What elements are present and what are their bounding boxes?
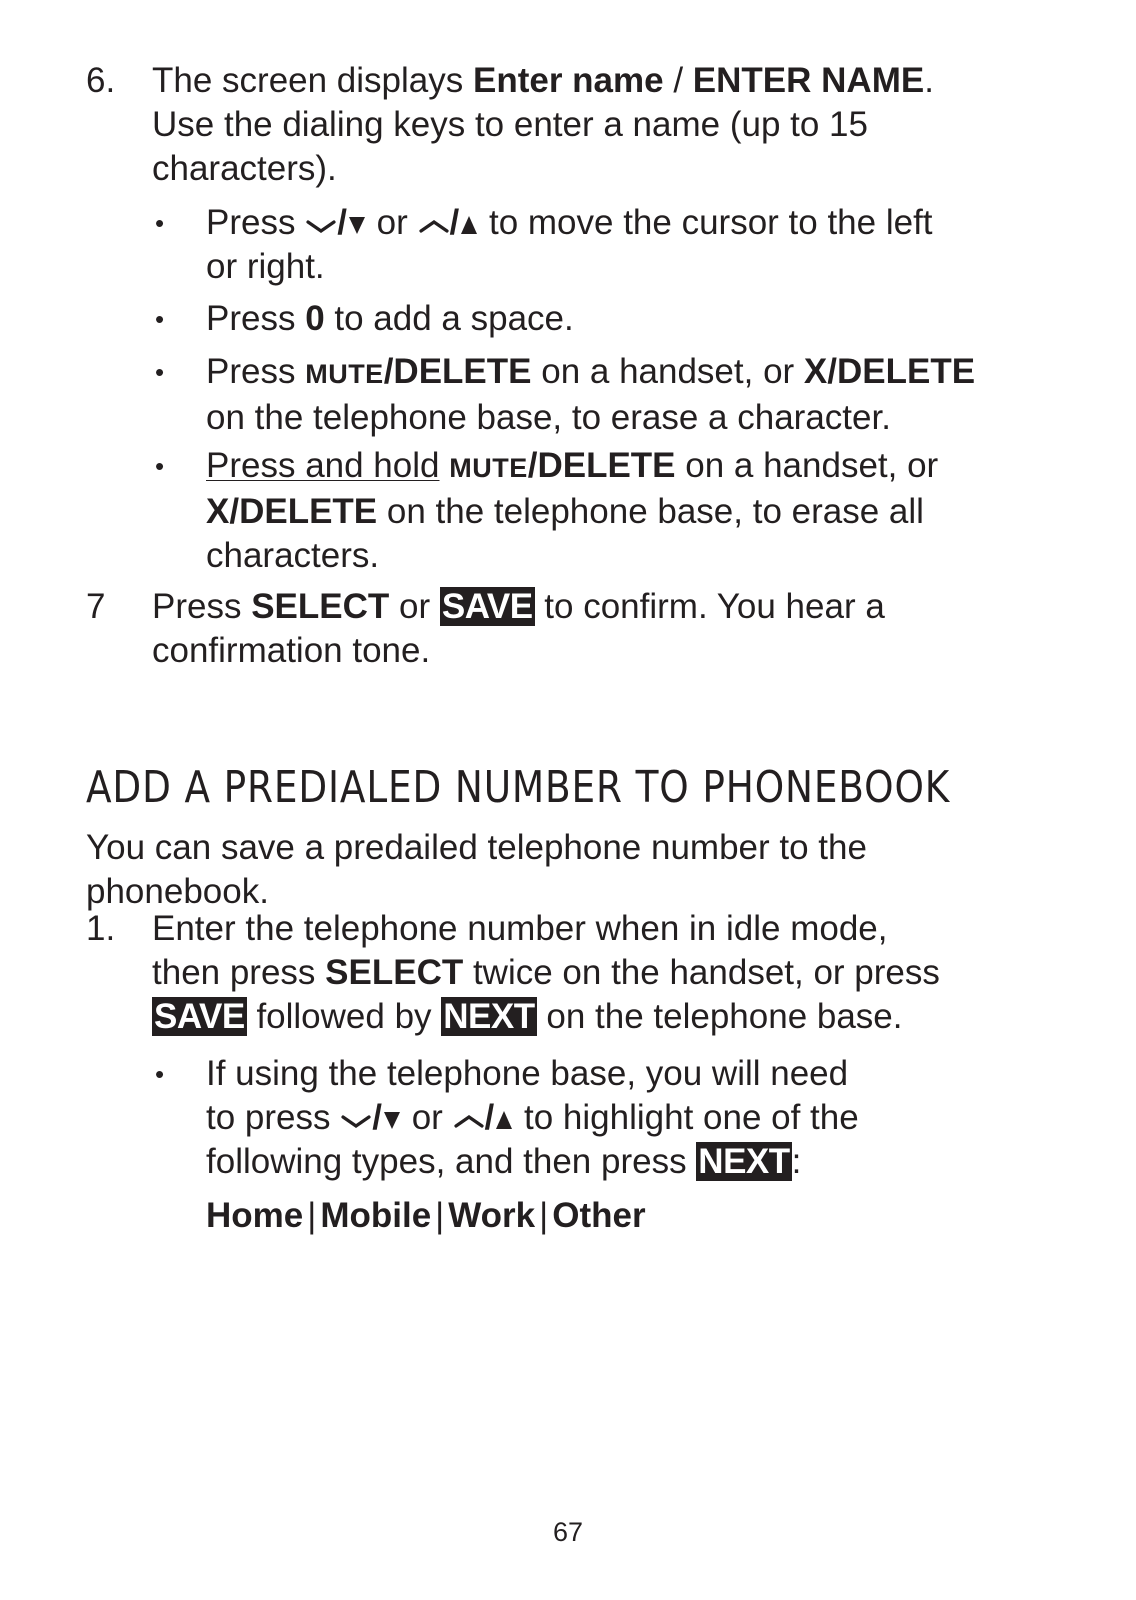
bullet-cursor-move-line-2: or right. [206, 247, 325, 286]
followed-by-text: followed by [246, 997, 442, 1036]
type-separator: | [435, 1196, 445, 1235]
triangle-down-icon [382, 1109, 402, 1131]
press-and-hold-text: Press and hold [206, 446, 440, 485]
bullet-highlight-type-line-1: If using the telephone base, you will need [206, 1054, 849, 1093]
select-key-label: SELECT [251, 587, 390, 626]
chevron-down-icon [340, 1109, 372, 1131]
type-work: Work [448, 1196, 536, 1235]
chevron-up-icon [418, 214, 450, 236]
period: . [924, 61, 934, 100]
bullet-erase-all [206, 444, 938, 578]
bullet-highlight-type-line-2 [206, 1096, 859, 1140]
mute-key-label: MUTE [449, 453, 528, 483]
press-text: Press [152, 587, 252, 626]
bullet-erase-all-post: on the telephone base, to erase all [377, 492, 924, 531]
bullet-dot: • [155, 208, 165, 238]
bullet-add-space [206, 297, 574, 341]
or-text: or [366, 203, 418, 242]
type-separator: | [307, 1196, 317, 1235]
enter-name-caps-label: ENTER NAME [692, 61, 925, 100]
step-7-post: to confirm. You hear a [534, 587, 885, 626]
chevron-up-icon [453, 1109, 485, 1131]
step-1-line-2 [152, 951, 940, 995]
bullet-dot: • [155, 1059, 165, 1089]
select-key-label: SELECT [325, 953, 464, 992]
step-6-line-2: Use the dialing keys to enter a name (up to 15 [152, 105, 868, 144]
bullet-highlight-type [206, 1052, 859, 1184]
x-delete-key-label: X/DELETE [206, 492, 378, 531]
bullet-dot: • [155, 304, 165, 334]
step-1-text [152, 907, 940, 1039]
bullet-highlight-type-line-3-pre: following types, and then press [206, 1142, 697, 1181]
step-6-text [152, 59, 934, 191]
type-other: Other [552, 1196, 646, 1235]
step-6-line-3: characters). [152, 149, 337, 188]
step-7-line-1 [152, 585, 885, 629]
triangle-down-icon [347, 214, 367, 236]
step-1-line-1: Enter the telephone number when in idle mode, [152, 909, 888, 948]
slash: / [337, 203, 347, 242]
step-1-line-2-pre: then press [152, 953, 326, 992]
bullet-dot: • [155, 451, 165, 481]
type-home: Home [206, 1196, 304, 1235]
next-softkey-label: NEXT [443, 997, 535, 1036]
page-number: 67 [552, 1517, 584, 1547]
delete-key-label: /DELETE [527, 446, 676, 485]
step-7-line-2: confirmation tone. [152, 631, 431, 670]
section-intro-line-2: phonebook. [86, 872, 269, 911]
bullet-erase-all-line-2 [206, 490, 938, 534]
slash: / [449, 203, 460, 242]
bullet-cursor-move-line-1 [206, 201, 933, 245]
bullet-add-space-line [206, 297, 574, 341]
bullet-erase-character-mid: on a handset, or [531, 352, 804, 391]
step-1-line-3-post: on the telephone base. [536, 997, 903, 1036]
press-text: Press [206, 352, 306, 391]
step-7-number: 7 [86, 587, 106, 626]
bullet-add-space-post: to add a space. [324, 299, 574, 338]
bullet-cursor-move [206, 201, 933, 289]
press-text: Press [206, 299, 306, 338]
bullet-erase-character-line-1 [206, 350, 975, 396]
bullet-erase-character-line-2: on the telephone base, to erase a character. [206, 398, 891, 437]
phone-type-line [206, 1194, 646, 1238]
type-mobile: Mobile [320, 1196, 432, 1235]
type-separator: | [539, 1196, 549, 1235]
to-press-text: to press [206, 1098, 341, 1137]
press-text: Press [206, 203, 306, 242]
x-delete-key-label: X/DELETE [803, 352, 976, 391]
step-1-number: 1. [86, 909, 116, 948]
mute-key-label: MUTE [305, 359, 384, 389]
bullet-erase-all-line-3: characters. [206, 536, 380, 575]
slash-separator: / [663, 61, 693, 100]
save-softkey-label: SAVE [441, 587, 533, 626]
section-intro [86, 826, 867, 914]
bullet-erase-character [206, 350, 975, 440]
slash: / [484, 1098, 495, 1137]
section-heading: ADD A PREDIALED NUMBER TO PHONEBOOK [86, 762, 951, 813]
save-softkey-label: SAVE [154, 997, 245, 1036]
step-1-line-2-post: twice on the handset, or press [463, 953, 940, 992]
enter-name-label: Enter name [472, 61, 664, 100]
section-intro-line-1: You can save a predailed telephone number to the [86, 828, 867, 867]
bullet-erase-all-mid: on a handset, or [675, 446, 939, 485]
triangle-up-icon [494, 1109, 514, 1131]
space [439, 446, 449, 485]
or-text: or [401, 1098, 453, 1137]
phone-type-list [206, 1194, 646, 1238]
next-softkey-label: NEXT [698, 1142, 790, 1181]
colon: : [791, 1142, 802, 1181]
triangle-up-icon [459, 214, 479, 236]
bullet-erase-all-line-1 [206, 444, 938, 490]
step-1-line-3 [152, 995, 940, 1039]
bullet-cursor-move-post: to move the cursor to the left [479, 203, 933, 242]
step-6-number: 6. [86, 61, 116, 100]
step-6-line-1 [152, 59, 934, 103]
zero-key-label: 0 [305, 299, 325, 338]
slash: / [372, 1098, 382, 1137]
step-6-line-1-pre: The screen displays [152, 61, 473, 100]
step-7-text [152, 585, 885, 673]
or-text: or [389, 587, 440, 626]
bullet-highlight-type-line-2-post: to highlight one of the [514, 1098, 859, 1137]
bullet-highlight-type-line-3 [206, 1140, 859, 1184]
chevron-down-icon [305, 214, 337, 236]
bullet-dot: • [155, 357, 165, 387]
delete-key-label: /DELETE [383, 352, 532, 391]
